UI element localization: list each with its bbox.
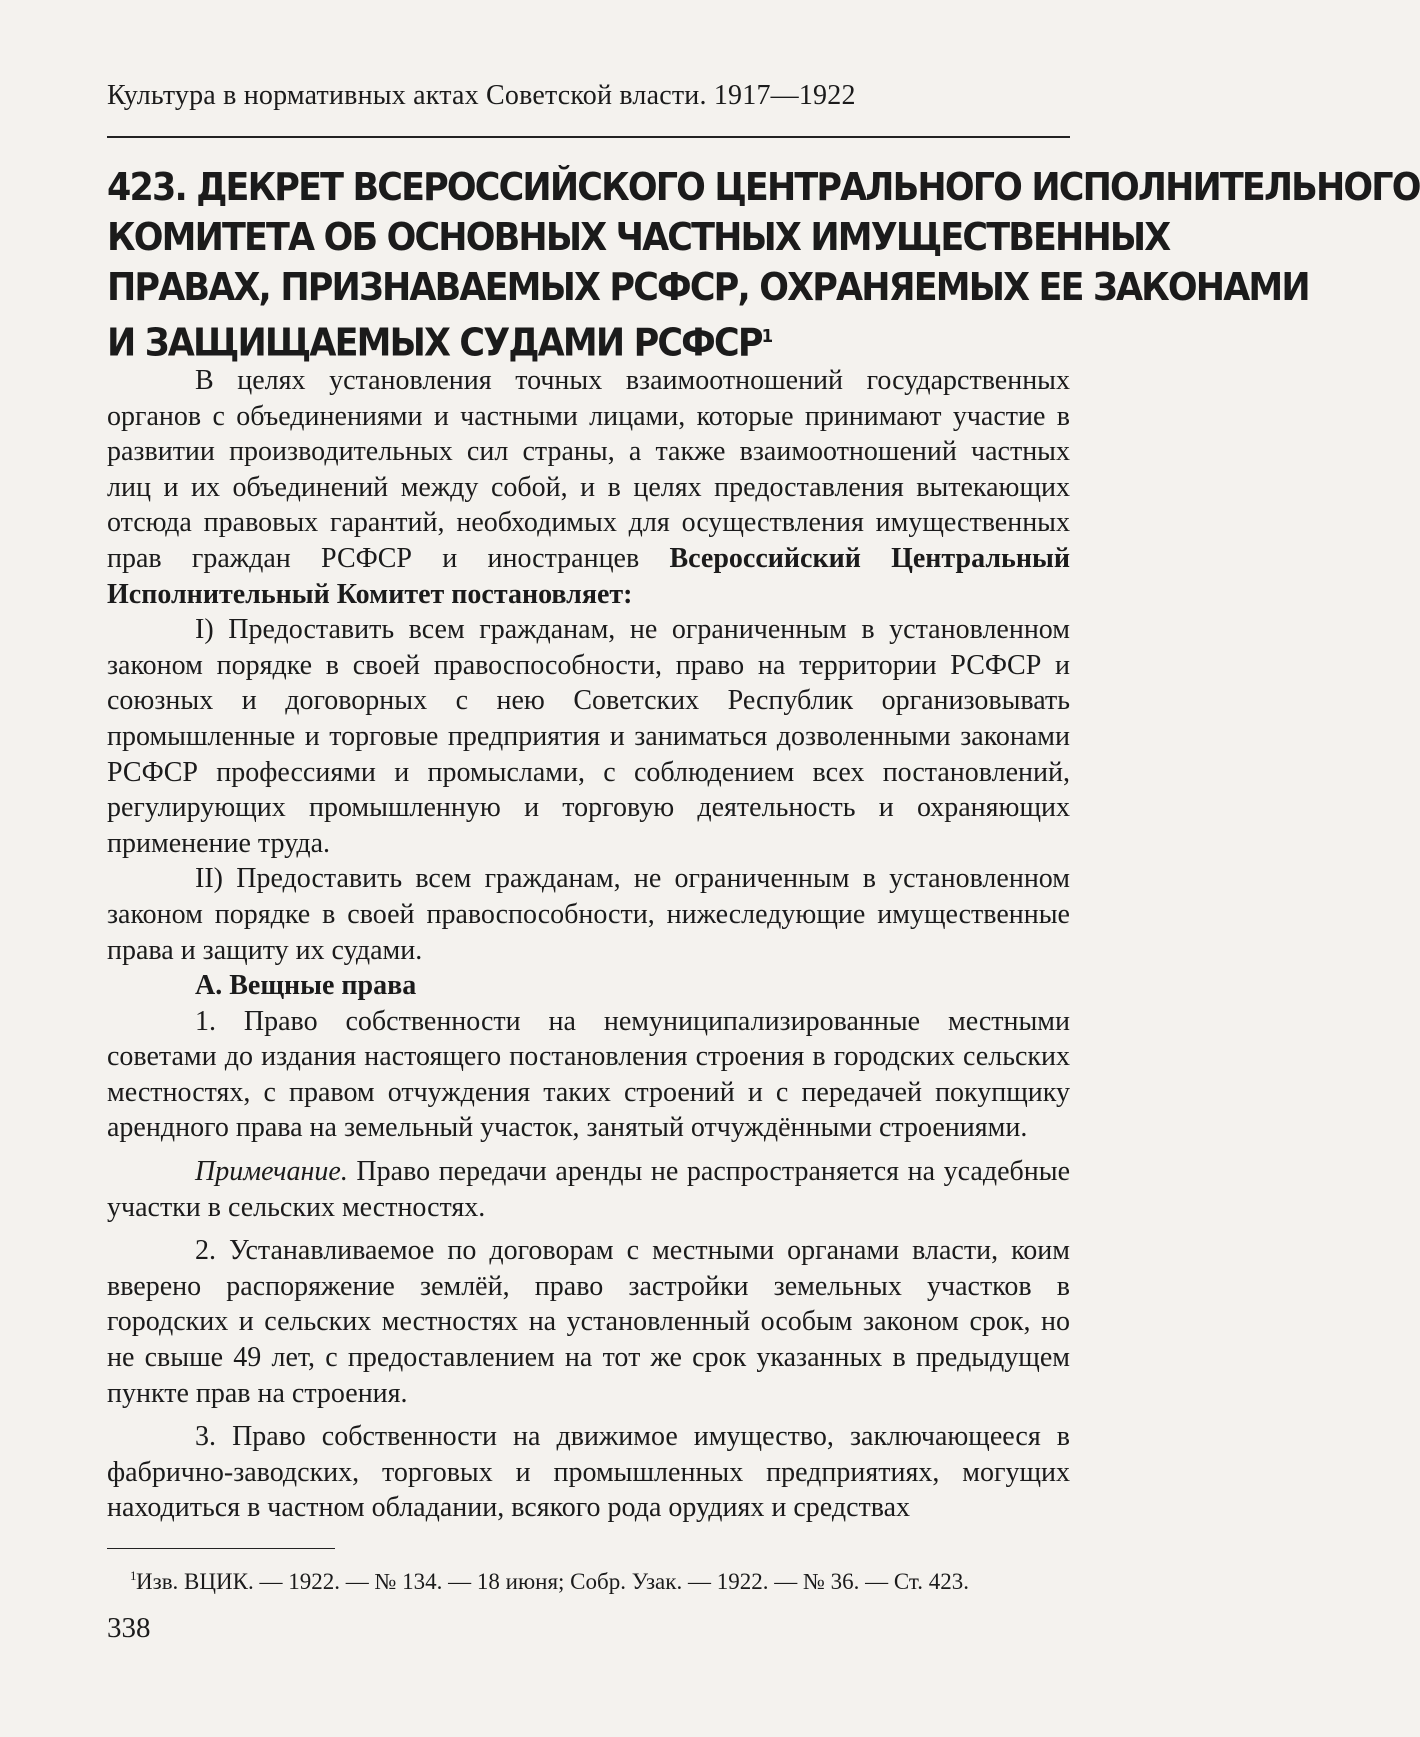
title-line-1: 423. ДЕКРЕТ ВСЕРОССИЙСКОГО ЦЕНТРАЛЬНОГО ИСПОЛНИТЕЛЬНОГО	[107, 165, 1420, 209]
preamble-paragraph	[107, 363, 1070, 612]
document-title	[107, 162, 1420, 368]
footnote-text: Изв. ВЦИК. — 1922. — № 134. — 18 июня; Собр. Узак. — 1922. — № 36. — Ст. 423.	[136, 1569, 969, 1594]
title-footnote-ref[interactable]: 1	[761, 326, 772, 347]
footnote-mark: 1	[130, 1568, 137, 1583]
section-heading-a: А. Вещные права	[195, 970, 417, 1002]
preamble-text: В целях установления точных взаимоотношений государственных органов с объединениями и частными лицами, которые принимают участие в развитии производительных сил страны, а также взаимоотношений частных лиц и их объединений между собой, и в целях предоставления вытекающих отсюда правовых гарантий, необходимых для осуществления имущественных прав граждан РСФСР и иностранцев	[107, 365, 1070, 574]
footnote	[130, 1567, 1066, 1597]
body-text	[107, 363, 1070, 1526]
clause-1: I) Предоставить всем гражданам, не ограниченным в установленном законом порядке в своей правоспособности, право на территории РСФСР и союзных и договорных с нею Советских Республик организовывать промышленные и торговые предприятия и заниматься дозволенными законами РСФСР профессиями и промыслами, с соблюдением всех постановлений, регулирующих промышленную и торговую деятельность и охраняющих применение труда.	[107, 614, 1070, 859]
item-3: 3. Право собственности на движимое имущество, заключающееся в фабрично-заводских, торговых и промышленных предприятиях, могущих находиться в частном обладании, всякого рода орудиях и средствах	[107, 1421, 1070, 1524]
note-label: Примечание.	[195, 1156, 348, 1188]
header-rule	[107, 136, 1070, 138]
note-paragraph	[107, 1154, 1070, 1225]
page-number: 338	[107, 1612, 151, 1644]
title-line-3: ПРАВАХ, ПРИЗНАВАЕМЫХ РСФСР, ОХРАНЯЕМЫХ ЕЕ ЗАКОНАМИ	[107, 265, 1309, 309]
note-text: Право передачи аренды не распространяется на усадебные участки в сельских местностях.	[107, 1156, 1070, 1223]
title-line-2: КОМИТЕТА ОБ ОСНОВНЫХ ЧАСТНЫХ ИМУЩЕСТВЕННЫХ	[107, 215, 1170, 259]
footnote-rule	[107, 1548, 335, 1549]
title-line-4-text: И ЗАЩИЩАЕМЫХ СУДАМИ РСФСР	[107, 320, 762, 365]
title-line-4	[107, 312, 993, 368]
item-1: 1. Право собственности на немуниципализированные местными советами до издания настоящего постановления строения в городских сельских местностях, с правом отчуждения таких строений и с передачей покупщику арендного права на земельный участок, занятый отчуждёнными строениями.	[107, 1005, 1070, 1144]
running-head: Культура в нормативных актах Советской власти. 1917—1922	[107, 80, 856, 111]
clause-2: II) Предоставить всем гражданам, не ограниченным в установленном законом порядке в своей правоспособности, нижеследующие имущественные права и защиту их судами.	[107, 863, 1070, 966]
item-2: 2. Устанавливаемое по договорам с местными органами власти, коим вверено распоряжение землёй, право застройки земельных участков в городских и сельских местностях на установленный особым законом срок, но не свыше 49 лет, с предоставлением на тот же срок указанных в предыдущем пункте прав на строения.	[107, 1235, 1070, 1409]
preamble-bold: Всероссийский Центральный Исполнительный Комитет постановляет:	[107, 542, 1070, 610]
